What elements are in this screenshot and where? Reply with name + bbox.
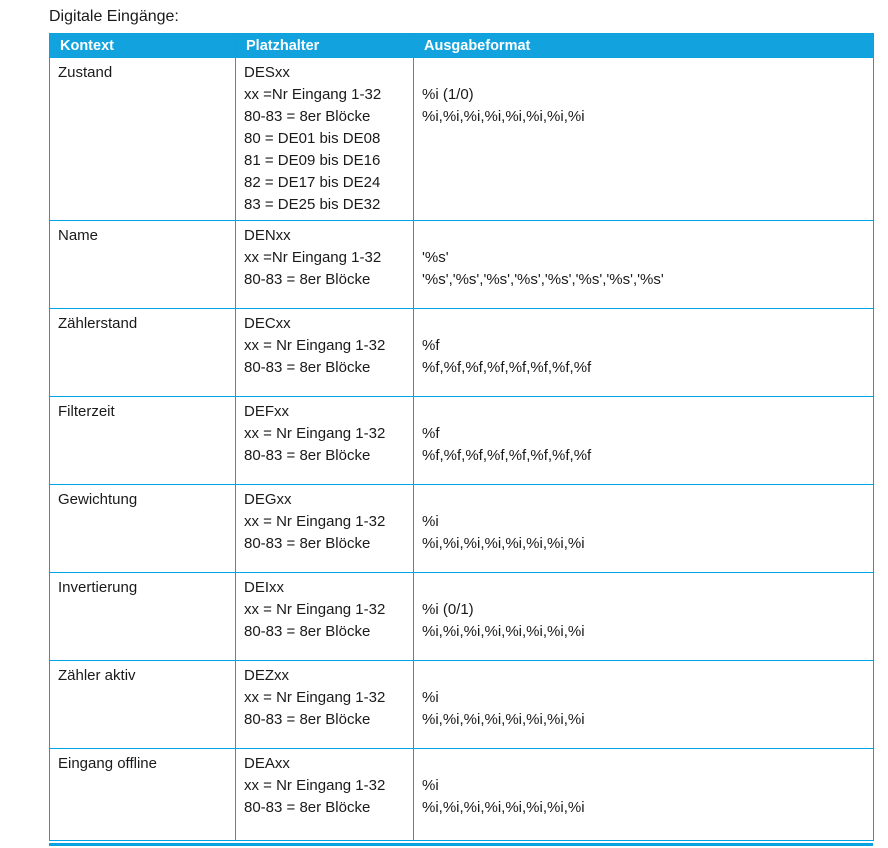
cell-line: %f,%f,%f,%f,%f,%f,%f,%f xyxy=(422,447,592,464)
cell-platzhalter xyxy=(236,573,414,661)
cell-line: DEFxx xyxy=(244,403,289,420)
cell-line: DEZxx xyxy=(244,667,289,684)
column-header-platzhalter: Platzhalter xyxy=(236,34,414,58)
cell-ausgabeformat xyxy=(414,749,874,841)
cell-ausgabeformat xyxy=(414,661,874,749)
cell-line xyxy=(422,225,867,247)
cell-line: %i,%i,%i,%i,%i,%i,%i,%i xyxy=(422,711,585,728)
cell-ausgabeformat xyxy=(414,573,874,661)
cell-line: Zähler aktiv xyxy=(58,667,136,684)
table-row xyxy=(50,749,874,841)
table-row xyxy=(50,221,874,309)
table-row xyxy=(50,58,874,221)
cell-line xyxy=(422,313,867,335)
cell-line: 80-83 = 8er Blöcke xyxy=(244,535,371,552)
cell-platzhalter xyxy=(236,485,414,573)
cell-ausgabeformat xyxy=(414,485,874,573)
cell-line xyxy=(422,489,867,511)
cell-line: xx = Nr Eingang 1-32 xyxy=(244,425,386,442)
cell-line: DEIxx xyxy=(244,579,285,596)
table-header xyxy=(50,34,874,58)
column-header-kontext: Kontext xyxy=(50,34,236,58)
cell-line: %i xyxy=(422,513,439,530)
cell-line: DEAxx xyxy=(244,755,290,772)
cell-line: DEGxx xyxy=(244,491,292,508)
cell-line: 80-83 = 8er Blöcke xyxy=(244,711,371,728)
cell-ausgabeformat xyxy=(414,58,874,221)
table-row xyxy=(50,397,874,485)
table-row xyxy=(50,573,874,661)
cell-kontext xyxy=(50,749,236,841)
cell-line: Zustand xyxy=(58,64,113,81)
cell-line: 80-83 = 8er Blöcke xyxy=(244,623,371,640)
cell-line xyxy=(422,62,867,84)
cell-ausgabeformat xyxy=(414,221,874,309)
cell-line: xx = Nr Eingang 1-32 xyxy=(244,777,386,794)
cell-line xyxy=(422,753,867,775)
cell-line: 80-83 = 8er Blöcke xyxy=(244,447,371,464)
cell-platzhalter xyxy=(236,58,414,221)
table-row xyxy=(50,309,874,397)
cell-line xyxy=(422,577,867,599)
cell-line xyxy=(422,665,867,687)
cell-line: '%s','%s','%s','%s','%s','%s','%s','%s' xyxy=(422,271,664,288)
cell-platzhalter xyxy=(236,661,414,749)
cell-line: '%s' xyxy=(422,249,449,266)
cell-line: %f xyxy=(422,337,440,354)
digital-inputs-table xyxy=(49,33,874,841)
cell-line: xx = Nr Eingang 1-32 xyxy=(244,337,386,354)
cell-line: 80-83 = 8er Blöcke xyxy=(244,271,371,288)
cell-ausgabeformat xyxy=(414,397,874,485)
table-row xyxy=(50,661,874,749)
cell-kontext xyxy=(50,485,236,573)
cell-line: xx =Nr Eingang 1-32 xyxy=(244,249,382,266)
cell-line: %i,%i,%i,%i,%i,%i,%i,%i xyxy=(422,108,585,125)
cell-line: Zählerstand xyxy=(58,315,138,332)
cell-line: xx = Nr Eingang 1-32 xyxy=(244,689,386,706)
cell-line: %i xyxy=(422,689,439,706)
table-header-row xyxy=(50,34,874,58)
cell-line: 80 = DE01 bis DE08 xyxy=(244,130,381,147)
cell-line: 82 = DE17 bis DE24 xyxy=(244,174,381,191)
cell-kontext xyxy=(50,397,236,485)
cell-line: DENxx xyxy=(244,227,291,244)
cell-kontext xyxy=(50,573,236,661)
cell-line: 81 = DE09 bis DE16 xyxy=(244,152,381,169)
cell-line: Gewichtung xyxy=(58,491,138,508)
cell-platzhalter xyxy=(236,749,414,841)
table-body xyxy=(50,58,874,841)
cell-line: %i,%i,%i,%i,%i,%i,%i,%i xyxy=(422,799,585,816)
cell-line: DECxx xyxy=(244,315,291,332)
cell-line: xx =Nr Eingang 1-32 xyxy=(244,86,382,103)
cell-line: %i (0/1) xyxy=(422,601,474,618)
cell-line: xx = Nr Eingang 1-32 xyxy=(244,513,386,530)
cell-ausgabeformat xyxy=(414,309,874,397)
cell-line: %f,%f,%f,%f,%f,%f,%f,%f xyxy=(422,359,592,376)
cell-line: %i (1/0) xyxy=(422,86,474,103)
cell-kontext xyxy=(50,58,236,221)
cell-platzhalter xyxy=(236,221,414,309)
cell-line: Eingang offline xyxy=(58,755,157,772)
cell-line: 80-83 = 8er Blöcke xyxy=(244,799,371,816)
cell-line: %i xyxy=(422,777,439,794)
cell-line: %i,%i,%i,%i,%i,%i,%i,%i xyxy=(422,535,585,552)
cell-line: Filterzeit xyxy=(58,403,115,420)
cell-kontext xyxy=(50,221,236,309)
column-header-ausgabeformat: Ausgabeformat xyxy=(414,34,874,58)
cell-platzhalter xyxy=(236,309,414,397)
cell-line: xx = Nr Eingang 1-32 xyxy=(244,601,386,618)
cell-line: 80-83 = 8er Blöcke xyxy=(244,108,371,125)
cell-line: 83 = DE25 bis DE32 xyxy=(244,196,381,213)
cell-platzhalter xyxy=(236,397,414,485)
page-title: Digitale Eingänge: xyxy=(49,8,179,25)
cell-kontext xyxy=(50,661,236,749)
cell-line: Invertierung xyxy=(58,579,138,596)
cell-line: DESxx xyxy=(244,64,290,81)
cell-line: %i,%i,%i,%i,%i,%i,%i,%i xyxy=(422,623,585,640)
table-bottom-border xyxy=(49,843,873,846)
table-row xyxy=(50,485,874,573)
cell-line: Name xyxy=(58,227,99,244)
cell-line xyxy=(422,401,867,423)
cell-kontext xyxy=(50,309,236,397)
cell-line: 80-83 = 8er Blöcke xyxy=(244,359,371,376)
cell-line: %f xyxy=(422,425,440,442)
